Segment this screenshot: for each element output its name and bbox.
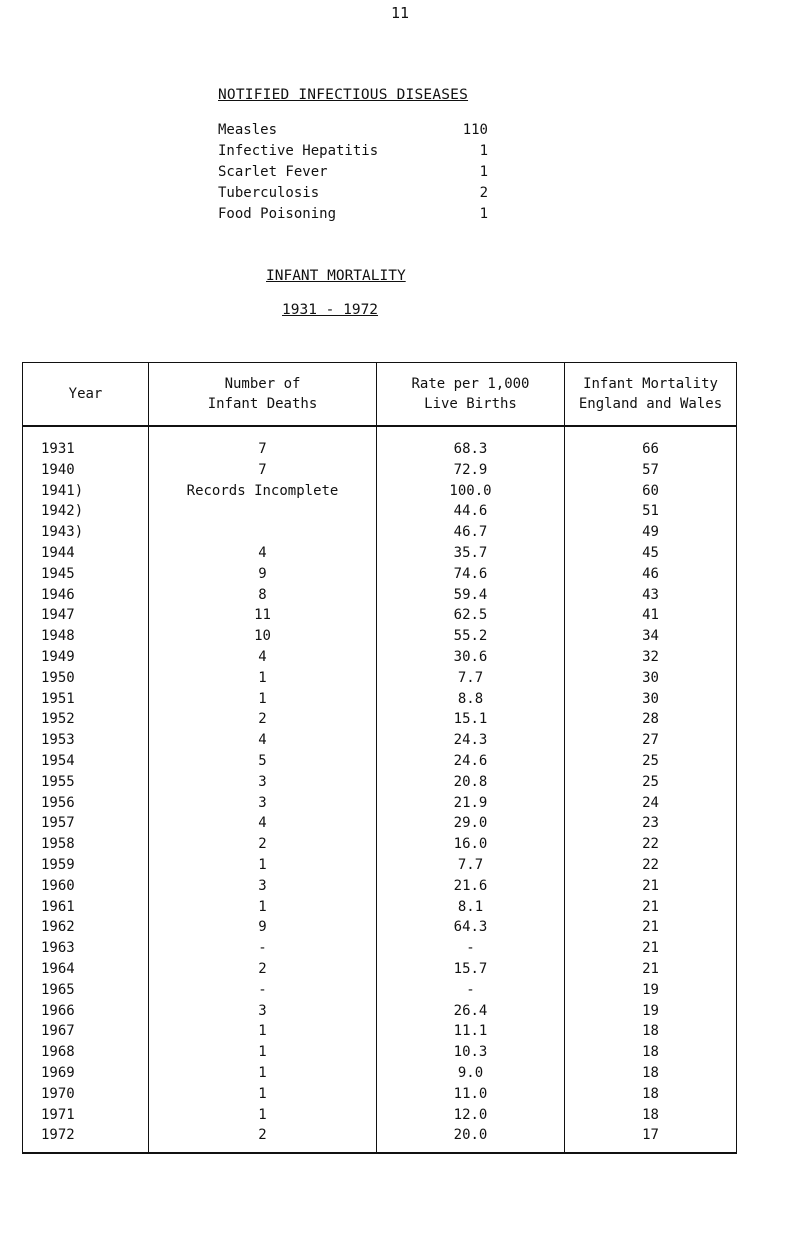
table-row (23, 959, 737, 980)
disease-name: Scarlet Fever (218, 164, 328, 180)
cell-rate: 62.5 (377, 605, 565, 626)
cell-rate: 7.7 (377, 855, 565, 876)
cell-rate: - (377, 938, 565, 959)
cell-rate: 59.4 (377, 585, 565, 606)
cell-rate: 15.7 (377, 959, 565, 980)
cell-year: 1953 (23, 730, 149, 751)
table-row (23, 1084, 737, 1105)
table-row (23, 647, 737, 668)
cell-england-wales: 32 (565, 647, 737, 668)
table-row (23, 585, 737, 606)
table-row (23, 426, 737, 460)
cell-england-wales: 18 (565, 1105, 737, 1126)
cell-rate: 16.0 (377, 834, 565, 855)
cell-year: 1954 (23, 751, 149, 772)
cell-year: 1957 (23, 813, 149, 834)
cell-england-wales: 49 (565, 522, 737, 543)
table-row (23, 876, 737, 897)
cell-year: 1943) (23, 522, 149, 543)
infant-mortality-table (22, 362, 737, 1154)
cell-year: 1971 (23, 1105, 149, 1126)
cell-deaths: 2 (149, 1125, 377, 1153)
table-row (23, 1021, 737, 1042)
disease-count: 110 (462, 122, 488, 138)
cell-rate: - (377, 980, 565, 1001)
cell-england-wales: 18 (565, 1063, 737, 1084)
table-row (23, 626, 737, 647)
cell-england-wales: 21 (565, 917, 737, 938)
cell-rate: 100.0 (377, 481, 565, 502)
cell-year: 1964 (23, 959, 149, 980)
table-row (23, 1001, 737, 1022)
cell-deaths: 11 (149, 605, 377, 626)
cell-deaths: 5 (149, 751, 377, 772)
cell-england-wales: 21 (565, 876, 737, 897)
cell-deaths: 2 (149, 709, 377, 730)
cell-year: 1940 (23, 460, 149, 481)
cell-year: 1948 (23, 626, 149, 647)
cell-rate: 46.7 (377, 522, 565, 543)
header-rate: Rate per 1,000 Live Births (377, 363, 565, 427)
cell-rate: 8.8 (377, 689, 565, 710)
cell-year: 1946 (23, 585, 149, 606)
cell-deaths: 3 (149, 876, 377, 897)
cell-rate: 35.7 (377, 543, 565, 564)
cell-year: 1969 (23, 1063, 149, 1084)
cell-deaths: 1 (149, 1021, 377, 1042)
cell-year: 1959 (23, 855, 149, 876)
table-row (23, 813, 737, 834)
disease-count: 1 (479, 164, 488, 180)
cell-year: 1947 (23, 605, 149, 626)
cell-rate: 29.0 (377, 813, 565, 834)
cell-deaths: 1 (149, 1042, 377, 1063)
cell-year: 1942) (23, 501, 149, 522)
cell-england-wales: 24 (565, 793, 737, 814)
cell-rate: 15.1 (377, 709, 565, 730)
notified-diseases-list (218, 120, 488, 225)
cell-england-wales: 25 (565, 772, 737, 793)
cell-rate: 72.9 (377, 460, 565, 481)
table-row (23, 564, 737, 585)
table-row (23, 1125, 737, 1153)
cell-rate: 74.6 (377, 564, 565, 585)
cell-deaths: 2 (149, 959, 377, 980)
cell-deaths (149, 501, 377, 522)
disease-name: Measles (218, 122, 278, 138)
cell-rate: 7.7 (377, 668, 565, 689)
disease-name: Infective Hepatitis (218, 143, 379, 159)
cell-england-wales: 27 (565, 730, 737, 751)
disease-name: Tuberculosis (218, 185, 320, 201)
cell-england-wales: 25 (565, 751, 737, 772)
table-row (23, 917, 737, 938)
table-row (23, 751, 737, 772)
cell-deaths: 1 (149, 1105, 377, 1126)
cell-year: 1945 (23, 564, 149, 585)
cell-deaths: 10 (149, 626, 377, 647)
cell-england-wales: 51 (565, 501, 737, 522)
cell-deaths: 7 (149, 426, 377, 460)
notified-diseases-title: NOTIFIED INFECTIOUS DISEASES (218, 87, 469, 103)
cell-rate: 64.3 (377, 917, 565, 938)
cell-deaths: 2 (149, 834, 377, 855)
cell-year: 1966 (23, 1001, 149, 1022)
list-item (218, 120, 488, 141)
cell-year: 1931 (23, 426, 149, 460)
cell-rate: 21.6 (377, 876, 565, 897)
disease-count: 1 (479, 206, 488, 222)
cell-england-wales: 22 (565, 834, 737, 855)
cell-year: 1950 (23, 668, 149, 689)
table-row (23, 980, 737, 1001)
cell-england-wales: 57 (565, 460, 737, 481)
cell-deaths: 1 (149, 668, 377, 689)
cell-england-wales: 19 (565, 980, 737, 1001)
cell-year: 1965 (23, 980, 149, 1001)
cell-year: 1970 (23, 1084, 149, 1105)
cell-rate: 12.0 (377, 1105, 565, 1126)
table-row (23, 668, 737, 689)
cell-england-wales: 17 (565, 1125, 737, 1153)
table-row (23, 1042, 737, 1063)
cell-rate: 30.6 (377, 647, 565, 668)
cell-deaths: 4 (149, 647, 377, 668)
page-number: 11 (390, 4, 410, 22)
table-row (23, 501, 737, 522)
table-row (23, 1105, 737, 1126)
table-row (23, 481, 737, 502)
list-item (218, 183, 488, 204)
cell-england-wales: 60 (565, 481, 737, 502)
cell-year: 1962 (23, 917, 149, 938)
cell-england-wales: 45 (565, 543, 737, 564)
cell-england-wales: 23 (565, 813, 737, 834)
cell-england-wales: 34 (565, 626, 737, 647)
cell-year: 1952 (23, 709, 149, 730)
cell-deaths: 1 (149, 897, 377, 918)
cell-rate: 21.9 (377, 793, 565, 814)
cell-england-wales: 30 (565, 668, 737, 689)
table-header-row (23, 363, 737, 427)
table-row (23, 522, 737, 543)
cell-england-wales: 18 (565, 1042, 737, 1063)
table-row (23, 793, 737, 814)
cell-deaths: 1 (149, 689, 377, 710)
cell-deaths: 9 (149, 564, 377, 585)
table-row (23, 938, 737, 959)
cell-rate: 24.3 (377, 730, 565, 751)
table-row (23, 543, 737, 564)
cell-deaths: - (149, 938, 377, 959)
cell-deaths: 1 (149, 1063, 377, 1084)
cell-rate: 11.1 (377, 1021, 565, 1042)
table-row (23, 772, 737, 793)
cell-year: 1955 (23, 772, 149, 793)
infant-mortality-table-wrap (22, 362, 736, 1154)
cell-rate: 68.3 (377, 426, 565, 460)
cell-year: 1968 (23, 1042, 149, 1063)
cell-england-wales: 19 (565, 1001, 737, 1022)
cell-deaths: 3 (149, 793, 377, 814)
table-body (23, 426, 737, 1153)
cell-rate: 24.6 (377, 751, 565, 772)
list-item (218, 141, 488, 162)
cell-rate: 9.0 (377, 1063, 565, 1084)
table-row (23, 730, 737, 751)
disease-name: Food Poisoning (218, 206, 337, 222)
cell-deaths: 7 (149, 460, 377, 481)
cell-year: 1956 (23, 793, 149, 814)
cell-england-wales: 66 (565, 426, 737, 460)
table-row (23, 1063, 737, 1084)
cell-deaths: 1 (149, 855, 377, 876)
cell-year: 1941) (23, 481, 149, 502)
cell-year: 1963 (23, 938, 149, 959)
cell-rate: 55.2 (377, 626, 565, 647)
header-year: Year (23, 363, 149, 427)
cell-rate: 44.6 (377, 501, 565, 522)
cell-england-wales: 21 (565, 897, 737, 918)
cell-england-wales: 28 (565, 709, 737, 730)
cell-year: 1951 (23, 689, 149, 710)
infant-mortality-years: 1931 - 1972 (282, 302, 379, 318)
cell-rate: 10.3 (377, 1042, 565, 1063)
cell-england-wales: 18 (565, 1021, 737, 1042)
table-row (23, 460, 737, 481)
cell-year: 1960 (23, 876, 149, 897)
cell-year: 1958 (23, 834, 149, 855)
cell-rate: 8.1 (377, 897, 565, 918)
cell-england-wales: 41 (565, 605, 737, 626)
infant-mortality-title: INFANT MORTALITY (266, 268, 406, 284)
disease-count: 2 (479, 185, 488, 201)
cell-year: 1949 (23, 647, 149, 668)
header-england-wales: Infant Mortality England and Wales (565, 363, 737, 427)
cell-year: 1972 (23, 1125, 149, 1153)
table-row (23, 605, 737, 626)
table-row (23, 897, 737, 918)
cell-deaths: 9 (149, 917, 377, 938)
cell-deaths: 4 (149, 813, 377, 834)
cell-deaths: 3 (149, 1001, 377, 1022)
cell-deaths: 8 (149, 585, 377, 606)
cell-year: 1961 (23, 897, 149, 918)
cell-deaths: Records Incomplete (149, 481, 377, 502)
cell-england-wales: 21 (565, 938, 737, 959)
list-item (218, 204, 488, 225)
cell-deaths: 4 (149, 543, 377, 564)
cell-england-wales: 43 (565, 585, 737, 606)
cell-deaths: - (149, 980, 377, 1001)
cell-deaths: 1 (149, 1084, 377, 1105)
table-row (23, 855, 737, 876)
table-row (23, 709, 737, 730)
table-row (23, 834, 737, 855)
header-infant-deaths: Number of Infant Deaths (149, 363, 377, 427)
cell-year: 1944 (23, 543, 149, 564)
cell-rate: 20.8 (377, 772, 565, 793)
cell-england-wales: 30 (565, 689, 737, 710)
cell-england-wales: 46 (565, 564, 737, 585)
cell-rate: 26.4 (377, 1001, 565, 1022)
cell-deaths (149, 522, 377, 543)
cell-rate: 11.0 (377, 1084, 565, 1105)
cell-england-wales: 18 (565, 1084, 737, 1105)
cell-year: 1967 (23, 1021, 149, 1042)
cell-deaths: 3 (149, 772, 377, 793)
cell-england-wales: 21 (565, 959, 737, 980)
cell-deaths: 4 (149, 730, 377, 751)
cell-england-wales: 22 (565, 855, 737, 876)
cell-rate: 20.0 (377, 1125, 565, 1153)
disease-count: 1 (479, 143, 488, 159)
table-row (23, 689, 737, 710)
list-item (218, 162, 488, 183)
